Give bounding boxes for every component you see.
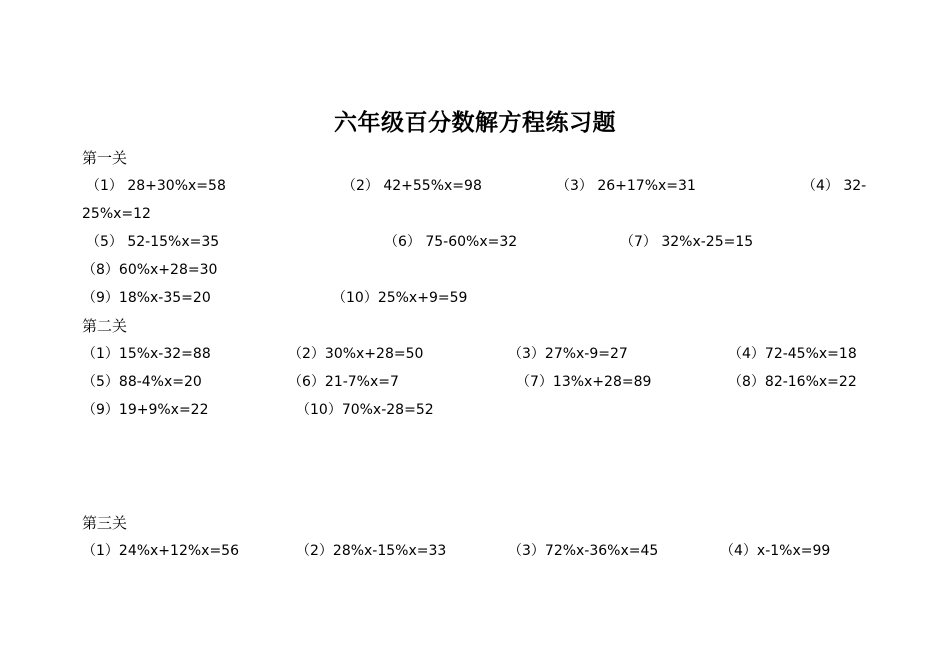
problem-1-3: （3） 26+17%x=31 bbox=[556, 178, 696, 194]
problem-1-1: （1） 28+30%x=58 bbox=[86, 178, 226, 194]
problem-2-4: （4）72-45%x=18 bbox=[728, 346, 857, 362]
problem-1-5: （5） 52-15%x=35 bbox=[86, 234, 220, 250]
problem-1-6: （6） 75-60%x=32 bbox=[384, 234, 518, 250]
problem-2-8: （8）82-16%x=22 bbox=[728, 374, 857, 390]
problem-1-10: （10）25%x+9=59 bbox=[332, 290, 468, 306]
problem-2-6: （6）21-7%x=7 bbox=[288, 374, 399, 390]
problem-2-1: （1）15%x-32=88 bbox=[82, 346, 211, 362]
problem-3-4: （4）x-1%x=99 bbox=[720, 543, 831, 559]
problem-2-3: （3）27%x-9=27 bbox=[508, 346, 628, 362]
problem-1-9: （9）18%x-35=20 bbox=[82, 290, 211, 306]
problem-2-9: （9）19+9%x=22 bbox=[82, 402, 209, 418]
page-title: 六年级百分数解方程练习题 bbox=[334, 110, 616, 136]
problem-1-2: （2） 42+55%x=98 bbox=[342, 178, 482, 194]
problem-1-4: （4） 32- bbox=[802, 178, 867, 194]
problem-3-2: （2）28%x-15%x=33 bbox=[296, 543, 447, 559]
problem-2-7: （7）13%x+28=89 bbox=[516, 374, 652, 390]
problem-1-8: （8）60%x+28=30 bbox=[82, 262, 218, 278]
problem-1-7: （7） 32%x-25=15 bbox=[620, 234, 754, 250]
problem-1-4-continued: 25%x=12 bbox=[82, 206, 151, 222]
section-heading-3: 第三关 bbox=[82, 514, 128, 532]
section-heading-1: 第一关 bbox=[82, 149, 128, 167]
problem-2-10: （10）70%x-28=52 bbox=[296, 402, 434, 418]
section-heading-2: 第二关 bbox=[82, 317, 128, 335]
problem-3-1: （1）24%x+12%x=56 bbox=[82, 543, 239, 559]
problem-2-2: （2）30%x+28=50 bbox=[288, 346, 424, 362]
problem-2-5: （5）88-4%x=20 bbox=[82, 374, 202, 390]
problem-3-3: （3）72%x-36%x=45 bbox=[508, 543, 659, 559]
